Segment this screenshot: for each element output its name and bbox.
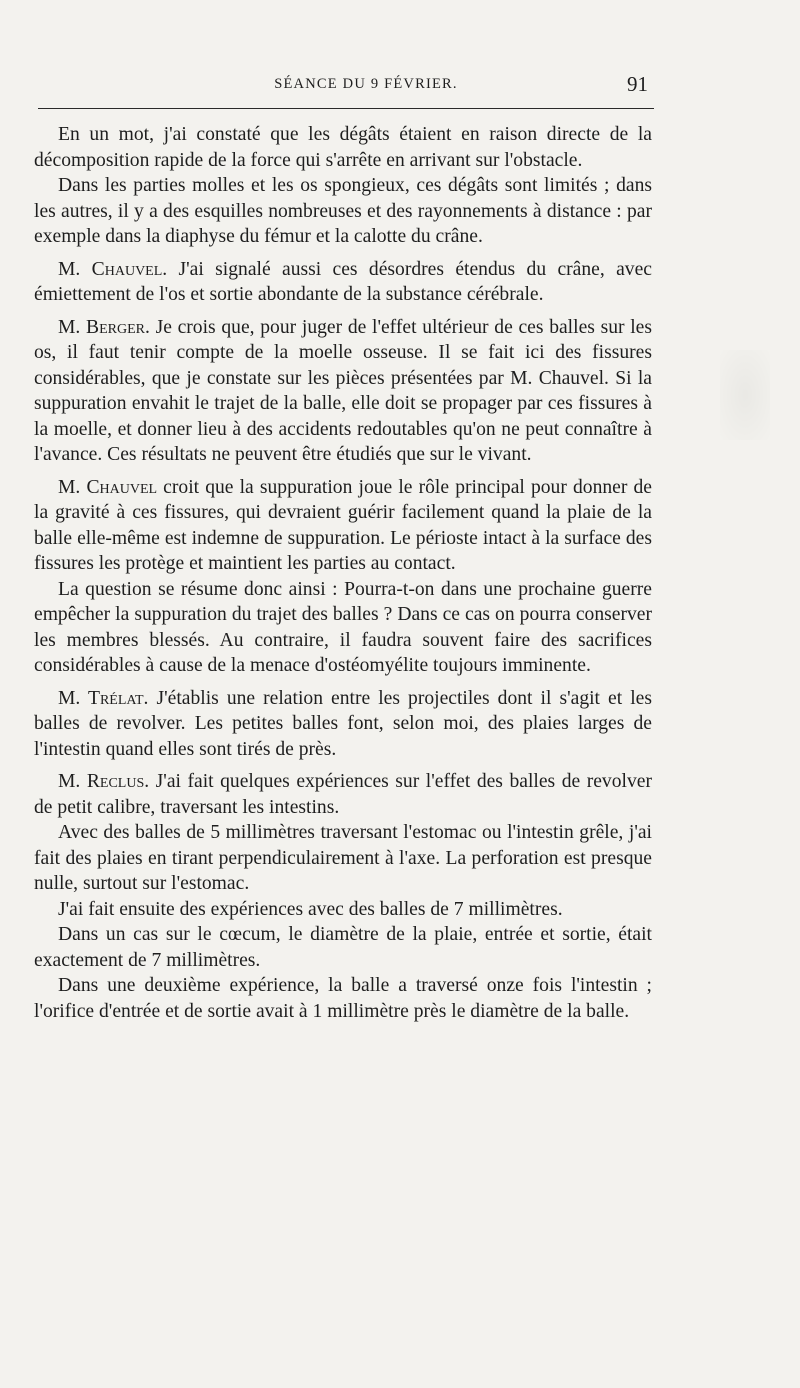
paragraph-text: Dans une deuxième expérience, la balle a traversé onze fois l'intestin ; l'orifice d'entrée et de sortie avait à 1 millimètre près le diamètre de la balle. <box>34 975 652 1022</box>
paragraph <box>34 577 652 679</box>
paragraph <box>34 686 652 763</box>
paragraph-text: J'ai signalé aussi ces désordres étendus du crâne, avec émiettement de l'os et sortie abondante de la substance cérébrale. <box>34 258 652 305</box>
paragraph-text: Dans un cas sur le cœcum, le diamètre de la plaie, entrée et sortie, était exactement de 7 millimètres. <box>34 924 652 971</box>
paragraph-text: La question se résume donc ainsi : Pourra-t-on dans une prochaine guerre empêcher la suppuration du trajet des balles ? Dans ce cas on pourra conserver les membres blessés. Au contraire, il faudra souvent faire des sacrifices considérables à cause de la menace d'ostéomyélite toujours imminente. <box>34 578 652 676</box>
page-number: 91 <box>627 72 648 96</box>
paragraph <box>34 315 652 468</box>
paragraph-text: J'ai fait ensuite des expériences avec des balles de 7 millimètres. <box>58 898 563 920</box>
paragraph <box>34 257 652 308</box>
paragraph-text: En un mot, j'ai constaté que les dégâts étaient en raison directe de la décomposition rapide de la force qui s'arrête en arrivant sur l'obstacle. <box>34 124 652 171</box>
paragraph-text: Dans les parties molles et les os spongieux, ces dégâts sont limités ; dans les autres, il y a des esquilles nombreuses et des rayonnements à distance : par exemple dans la diaphyse du fémur et la calotte du crâne. <box>34 175 652 247</box>
speaker-name: M. Chauvel. <box>58 258 168 280</box>
page-header <box>38 72 654 102</box>
header-rule <box>38 108 654 109</box>
paragraph-text: Avec des balles de 5 millimètres traversant l'estomac ou l'intestin grêle, j'ai fait des plaies en tirant perpendiculairement à l'axe. La perforation est presque nulle, surtout sur l'estomac. <box>34 822 652 894</box>
paragraph <box>34 475 652 577</box>
speaker-name: M. Berger. <box>58 316 150 338</box>
speaker-name: M. Trélat. <box>58 687 149 709</box>
paragraph-text: J'ai fait quelques expériences sur l'effet des balles de revolver de petit calibre, traversant les intestins. <box>34 771 652 818</box>
paragraph <box>34 769 652 820</box>
paragraph-text: Je crois que, pour juger de l'effet ultérieur de ces balles sur les os, il faut tenir compte de la moelle osseuse. Il se fait ici des fissures considérables, que je constate sur les pièces présentées par M. Chauvel. Si la suppuration envahit le trajet de la balle, elle doit se propager par ces fissures à la moelle, et donner lieu à des accidents redoutables qu'on ne peut connaître à l'avance. Ces résultats ne peuvent être étudiés que sur le vivant. <box>34 316 652 465</box>
paragraph <box>34 922 652 973</box>
paragraph <box>34 820 652 897</box>
paragraph-text: croit que la suppuration joue le rôle principal pour donner de la gravité à ces fissures, qui devraient guérir facilement quand la plaie de la balle elle-même est indemne de suppuration. Le périoste intact à la surface des fissures les protège et maintient les parties au contact. <box>34 476 652 574</box>
body-text <box>34 122 652 1024</box>
speaker-name: M. Reclus. <box>58 771 150 792</box>
running-title: SÉANCE DU 9 FÉVRIER. <box>274 76 458 92</box>
paragraph <box>34 973 652 1024</box>
paragraph-text: J'établis une relation entre les projectiles dont il s'agit et les balles de revolver. Les petites balles font, selon moi, des plaies larges de l'intestin quand elles sont tirés de près. <box>34 687 652 760</box>
bleed-through-stain <box>720 350 770 440</box>
paragraph <box>34 173 652 250</box>
paragraph <box>34 122 652 173</box>
paragraph <box>34 897 652 923</box>
speaker-name: M. Chauvel <box>58 476 158 498</box>
